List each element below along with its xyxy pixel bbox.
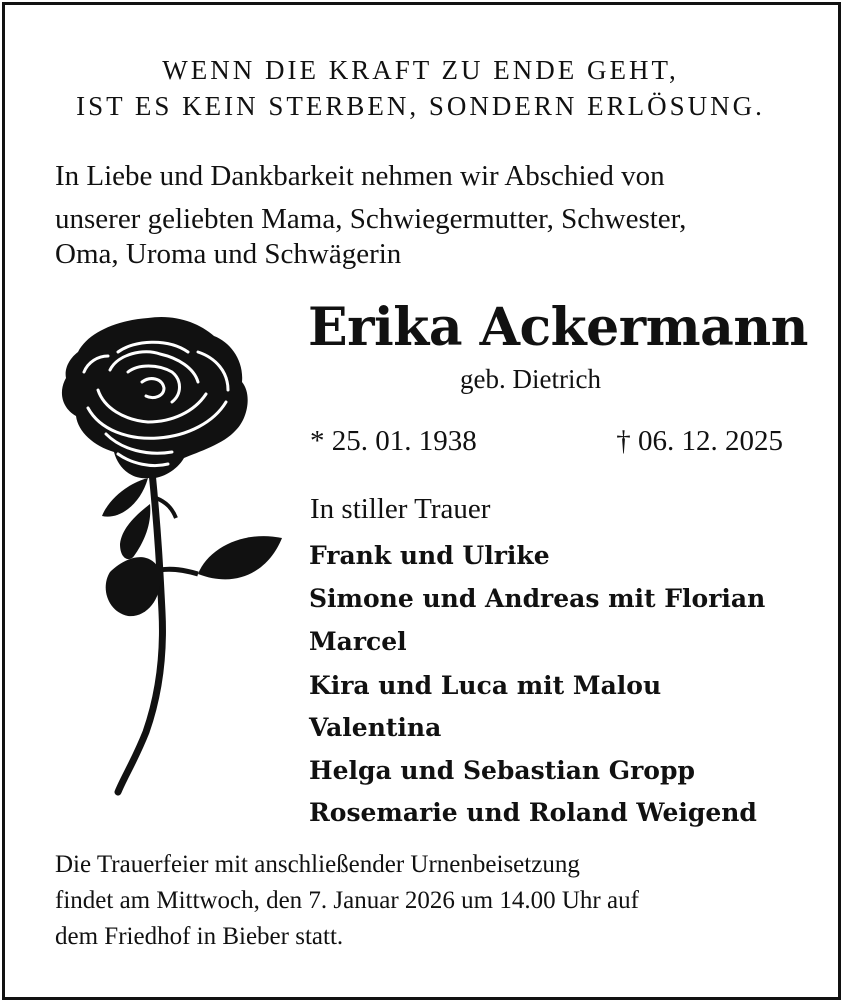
mourner-name: Simone und Andreas mit Florian — [309, 584, 766, 613]
mourner-name: Frank und Ulrike — [309, 541, 550, 570]
mourner-name: Kira und Luca mit Malou — [309, 671, 662, 700]
birth-date: * 25. 01. 1938 — [310, 425, 477, 457]
service-notice-line-3: dem Friedhof in Bieber statt. — [55, 923, 344, 950]
mourner-name: Rosemarie und Roland Weigend — [309, 798, 757, 827]
intro-line-1: In Liebe und Dankbarkeit nehmen wir Abschied von — [55, 160, 665, 192]
maiden-name: geb. Dietrich — [460, 364, 601, 394]
service-notice-line-1: Die Trauerfeier mit anschließender Urnenbeisetzung — [55, 851, 580, 878]
death-date: † 06. 12. 2025 — [616, 425, 783, 457]
mourning-label: In stiller Trauer — [310, 493, 491, 525]
rose-icon — [48, 312, 288, 797]
mourner-name: Helga und Sebastian Gropp — [309, 756, 695, 785]
mourner-name: Valentina — [309, 713, 442, 742]
deceased-name: Erika Ackermann — [308, 297, 808, 358]
motto-line-2: IST ES KEIN STERBEN, SONDERN ERLÖSUNG. — [76, 91, 765, 121]
intro-line-3: Oma, Uroma und Schwägerin — [55, 238, 402, 270]
mourner-name: Marcel — [309, 627, 407, 656]
service-notice-line-2: findet am Mittwoch, den 7. Januar 2026 um 14.00 Uhr auf — [55, 887, 639, 914]
intro-line-2: unserer geliebten Mama, Schwiegermutter, Schwester, — [55, 203, 687, 235]
motto-line-1: WENN DIE KRAFT ZU ENDE GEHT, — [162, 55, 679, 85]
